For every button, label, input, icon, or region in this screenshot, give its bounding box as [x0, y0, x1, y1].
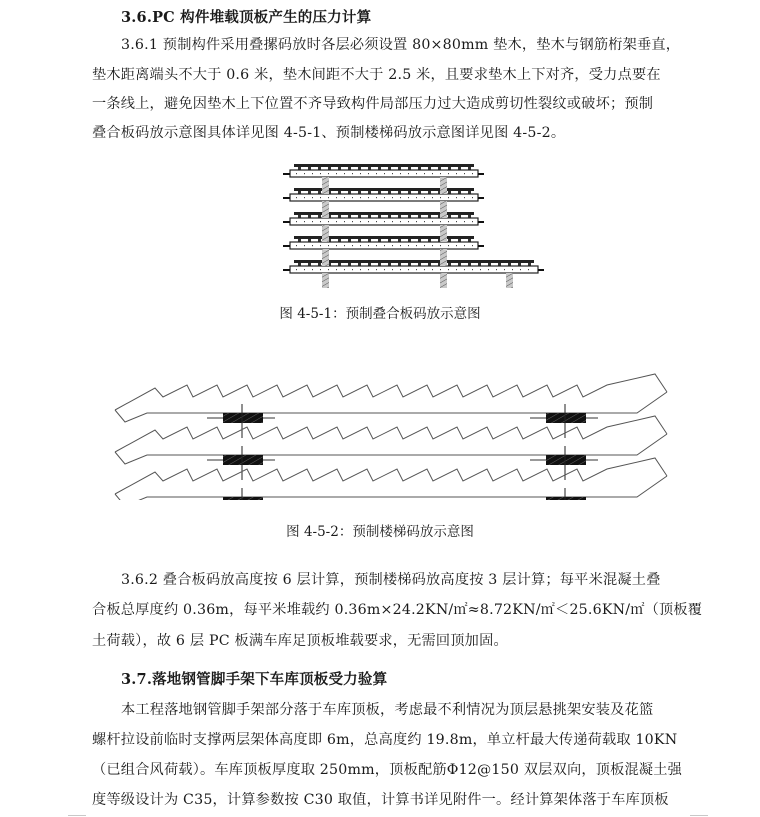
rebar-dot — [368, 269, 369, 270]
rebar-dot — [440, 269, 441, 270]
slab-layer — [283, 188, 484, 201]
rebar-dot — [392, 197, 393, 198]
timber-pad — [546, 413, 586, 423]
paragraph-line: 螺杆拉设前临时支撑两层架体高度即 6m，总高度约 19.8m，单立杆最大传递荷载取 10KN — [92, 732, 678, 748]
rebar-dot — [336, 221, 337, 222]
timber-pad — [223, 455, 263, 465]
rebar-dot — [336, 173, 337, 174]
rebar-dot — [392, 221, 393, 222]
rebar-dot — [376, 245, 377, 246]
paragraph-line: 土荷载），故 6 层 PC 板满车库足顶板堆载要求，无需回顶加固。 — [92, 633, 508, 649]
rebar-dot — [384, 221, 385, 222]
rebar-dot — [496, 269, 497, 270]
timber-support — [440, 225, 447, 242]
rebar-dot — [440, 221, 441, 222]
rebar-dot — [320, 269, 321, 270]
rebar-dot — [400, 221, 401, 222]
rebar-dot — [464, 269, 465, 270]
rebar-dot — [376, 269, 377, 270]
figure-4-5-2-stair-stacking-diagram — [110, 360, 700, 500]
rebar-dot — [312, 269, 313, 270]
slab-truss-top — [294, 164, 474, 167]
timber-pad — [223, 413, 263, 423]
rebar-dot — [336, 269, 337, 270]
rebar-dot — [352, 197, 353, 198]
rebar-dot — [464, 197, 465, 198]
rebar-dot — [344, 173, 345, 174]
rebar-dot — [400, 269, 401, 270]
rebar-dot — [408, 197, 409, 198]
rebar-dot — [424, 221, 425, 222]
paragraph-line: 垫木距离端头不大于 0.6 米，垫木间距不大于 2.5 米，且要求垫木上下对齐，受力点要在 — [92, 67, 661, 83]
paragraph-line: 本工程落地钢管脚手架部分落于车库顶板，考虑最不利情况为顶层悬挑架安装及花篮 — [121, 702, 654, 718]
timber-pad — [546, 497, 586, 500]
paragraph-line: 3.6.2 叠合板码放高度按 6 层计算，预制楼梯码放高度按 3 层计算；每平米混凝土叠 — [121, 572, 661, 588]
page-corner-mark-right — [690, 815, 708, 816]
rebar-dot — [416, 269, 417, 270]
rebar-dot — [352, 173, 353, 174]
rebar-dot — [440, 197, 441, 198]
rebar-dot — [408, 173, 409, 174]
timber-pad — [223, 497, 263, 500]
rebar-dot — [328, 197, 329, 198]
timber-support — [440, 177, 447, 194]
rebar-dot — [360, 197, 361, 198]
rebar-dot — [456, 197, 457, 198]
rebar-dot — [352, 245, 353, 246]
rebar-dot — [424, 245, 425, 246]
timber-support — [440, 249, 447, 266]
page-corner-mark-left — [68, 815, 86, 816]
rebar-dot — [320, 245, 321, 246]
rebar-dot — [392, 245, 393, 246]
rebar-dot — [424, 269, 425, 270]
paragraph-line: 度等级设计为 C35，计算参数按 C30 取值，计算书详见附件一。经计算架体落于车库顶板 — [92, 792, 669, 808]
section-heading-3-7: 3.7.落地钢管脚手架下车库顶板受力验算 — [121, 671, 388, 688]
rebar-dot — [400, 245, 401, 246]
rebar-dot — [448, 245, 449, 246]
rebar-dot — [448, 173, 449, 174]
rebar-dot — [304, 245, 305, 246]
paragraph-line: （已组合风荷载）。车库顶板厚度取 250mm，顶板配筋Φ12@150 双层双向，顶板混凝土强 — [92, 762, 683, 778]
figure-caption-4-5-1: 图 4-5-1：预制叠合板码放示意图 — [279, 306, 481, 322]
rebar-dot — [296, 197, 297, 198]
rebar-dot — [472, 245, 473, 246]
rebar-dot — [456, 245, 457, 246]
rebar-dot — [472, 269, 473, 270]
rebar-dot — [416, 245, 417, 246]
rebar-dot — [432, 197, 433, 198]
rebar-dot — [440, 173, 441, 174]
rebar-dot — [384, 197, 385, 198]
rebar-dot — [328, 221, 329, 222]
slab-layer — [283, 236, 484, 249]
rebar-dot — [376, 221, 377, 222]
rebar-dot — [320, 197, 321, 198]
timber-support — [440, 273, 447, 288]
rebar-dot — [296, 221, 297, 222]
section-heading-3-6: 3.6.PC 构件堆载顶板产生的压力计算 — [121, 9, 372, 26]
timber-support — [322, 201, 329, 218]
rebar-dot — [368, 245, 369, 246]
rebar-dot — [456, 221, 457, 222]
rebar-dot — [464, 221, 465, 222]
rebar-dot — [360, 245, 361, 246]
rebar-dot — [416, 173, 417, 174]
rebar-dot — [312, 221, 313, 222]
rebar-dot — [312, 173, 313, 174]
rebar-dot — [336, 245, 337, 246]
rebar-dot — [360, 269, 361, 270]
rebar-dot — [464, 245, 465, 246]
rebar-dot — [344, 197, 345, 198]
rebar-dot — [328, 173, 329, 174]
rebar-dot — [368, 173, 369, 174]
rebar-dot — [400, 173, 401, 174]
rebar-dot — [408, 245, 409, 246]
rebar-dot — [432, 173, 433, 174]
stair-layer — [115, 416, 667, 480]
rebar-dot — [344, 245, 345, 246]
rebar-dot — [368, 221, 369, 222]
rebar-dot — [304, 173, 305, 174]
rebar-dot — [456, 173, 457, 174]
paragraph-line: 叠合板码放示意图具体详见图 4-5-1、预制楼梯码放示意图详见图 4-5-2。 — [92, 125, 566, 141]
stair-steps-outline — [115, 374, 667, 410]
rebar-dot — [328, 245, 329, 246]
rebar-dot — [328, 269, 329, 270]
rebar-dot — [432, 245, 433, 246]
rebar-dot — [528, 269, 529, 270]
rebar-dot — [440, 245, 441, 246]
rebar-dot — [456, 269, 457, 270]
timber-support — [322, 225, 329, 242]
rebar-dot — [312, 197, 313, 198]
rebar-dot — [392, 173, 393, 174]
rebar-dot — [384, 269, 385, 270]
rebar-dot — [520, 269, 521, 270]
rebar-dot — [448, 197, 449, 198]
slab-truss-top — [294, 260, 534, 263]
rebar-dot — [400, 197, 401, 198]
slab-layer — [283, 164, 484, 177]
rebar-dot — [416, 197, 417, 198]
rebar-dot — [344, 221, 345, 222]
timber-pad — [546, 455, 586, 465]
rebar-dot — [320, 173, 321, 174]
rebar-dot — [408, 221, 409, 222]
rebar-dot — [360, 173, 361, 174]
rebar-dot — [360, 221, 361, 222]
timber-support — [322, 249, 329, 266]
rebar-dot — [504, 269, 505, 270]
rebar-dot — [296, 173, 297, 174]
rebar-dot — [296, 269, 297, 270]
rebar-dot — [368, 197, 369, 198]
rebar-dot — [376, 173, 377, 174]
rebar-dot — [424, 173, 425, 174]
rebar-dot — [336, 197, 337, 198]
timber-support — [322, 177, 329, 194]
rebar-dot — [448, 221, 449, 222]
rebar-dot — [352, 269, 353, 270]
timber-support — [440, 201, 447, 218]
paragraph-line: 3.6.1 预制构件采用叠摞码放时各层必须设置 80×80mm 垫木，垫木与钢筋桁架垂直， — [121, 37, 681, 53]
rebar-dot — [448, 269, 449, 270]
rebar-dot — [488, 269, 489, 270]
stair-layer — [115, 374, 667, 438]
rebar-dot — [472, 197, 473, 198]
paragraph-line: 一条线上，避免因垫木上下位置不齐导致构件局部压力过大造成剪切性裂纹或破坏；预制 — [92, 96, 654, 112]
slab-body — [290, 266, 538, 273]
rebar-dot — [376, 197, 377, 198]
rebar-dot — [352, 221, 353, 222]
rebar-dot — [296, 245, 297, 246]
paragraph-line: 合板总厚度约 0.36m，每平米堆载约 0.36m×24.2KN/㎡≈8.72KN/㎡＜25.6KN/㎡（顶板覆 — [92, 602, 703, 618]
rebar-dot — [472, 173, 473, 174]
rebar-dot — [344, 269, 345, 270]
rebar-dot — [304, 197, 305, 198]
timber-support — [322, 273, 329, 288]
rebar-dot — [304, 269, 305, 270]
rebar-dot — [384, 173, 385, 174]
rebar-dot — [312, 245, 313, 246]
rebar-dot — [424, 197, 425, 198]
slab-layer — [283, 212, 484, 225]
figure-caption-4-5-2: 图 4-5-2：预制楼梯码放示意图 — [286, 524, 474, 540]
rebar-dot — [512, 269, 513, 270]
rebar-dot — [432, 221, 433, 222]
rebar-dot — [464, 173, 465, 174]
rebar-dot — [432, 269, 433, 270]
rebar-dot — [384, 245, 385, 246]
rebar-dot — [304, 221, 305, 222]
rebar-dot — [408, 269, 409, 270]
rebar-dot — [320, 221, 321, 222]
timber-support — [506, 273, 513, 288]
stair-soffit-line — [115, 476, 667, 500]
rebar-dot — [480, 269, 481, 270]
rebar-dot — [392, 269, 393, 270]
rebar-dot — [416, 221, 417, 222]
figure-4-5-1-slab-stacking-diagram — [280, 158, 550, 288]
rebar-dot — [472, 221, 473, 222]
